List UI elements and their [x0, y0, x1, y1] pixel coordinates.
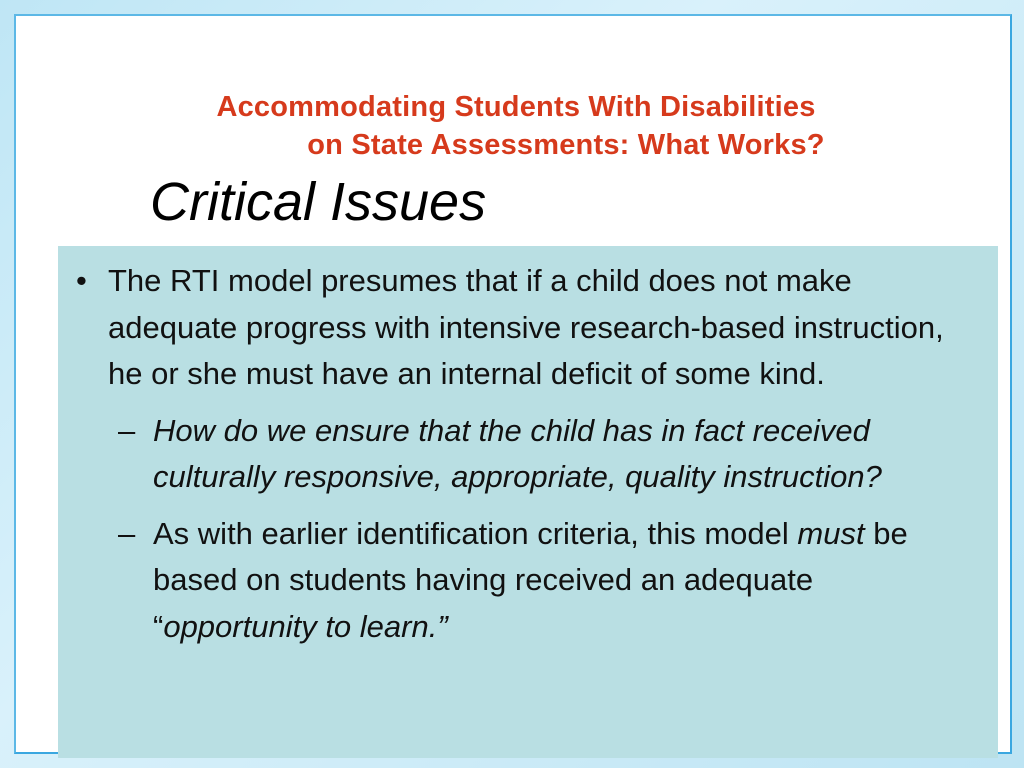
slide-title: Critical Issues: [150, 172, 487, 232]
sub-bullet-1-text: How do we ensure that the child has in fact received culturally responsive, appropriate, quality instruction?: [153, 412, 882, 494]
banner-line-2: on State Assessments: What Works?: [307, 129, 825, 161]
sub-bullet-1: [78, 408, 980, 501]
main-bullet: [78, 258, 980, 398]
sub-bullet-2-text-b: be based on students having received an adequate “: [153, 515, 908, 644]
sub-bullet-2-quote: opportunity to learn.”: [163, 608, 448, 644]
header-banner: [16, 88, 1016, 164]
slide-canvas: [14, 14, 1012, 754]
bullet-icon: •: [76, 263, 87, 298]
dash-icon: –: [118, 412, 136, 448]
banner-line-1: Accommodating Students With Disabilities: [216, 91, 816, 123]
main-bullet-text: The RTI model presumes that if a child does not make adequate progress with intensive research-based instruction, he or she must have an internal deficit of some kind.: [108, 263, 944, 391]
content-box: [58, 246, 998, 758]
dash-icon: –: [118, 515, 136, 551]
sub-bullet-2: [78, 511, 980, 651]
sub-bullet-2-emphasis: must: [797, 515, 865, 551]
sub-bullet-2-text-a: As with earlier identification criteria, this model: [153, 515, 789, 551]
